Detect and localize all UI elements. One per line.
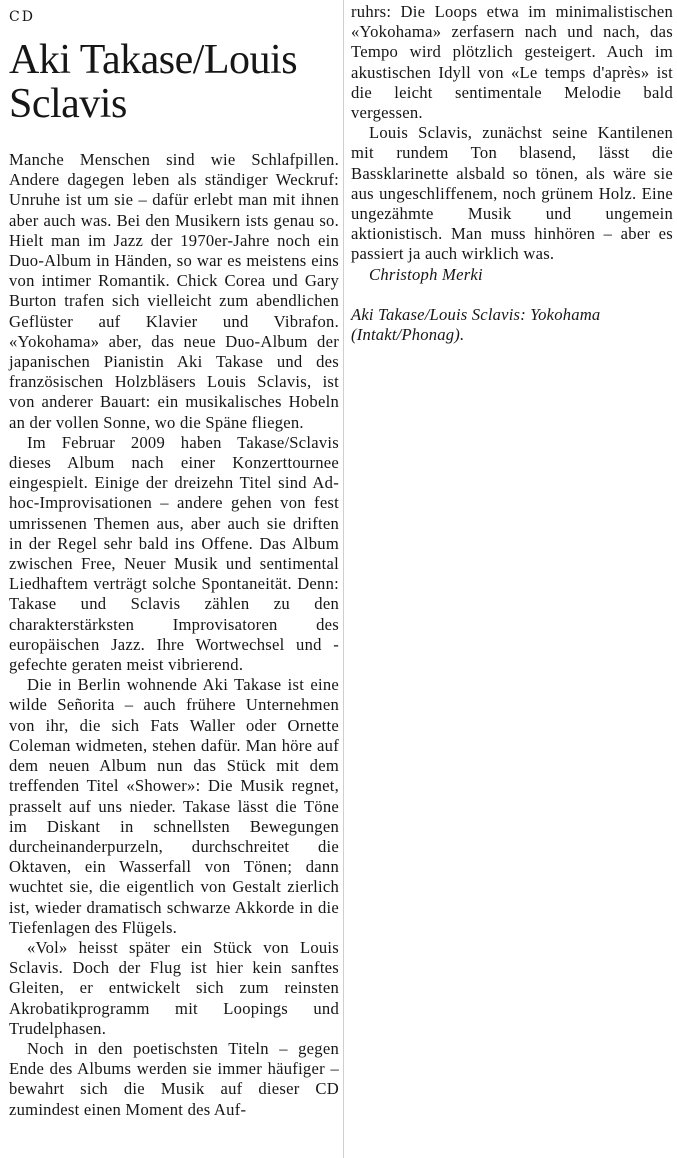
right-column [351,0,673,345]
body-paragraph: Louis Sclavis, zunächst seine Kantilenen mit rundem Ton blasend, lässt die Bassklarinette alsbald so tönen, als wäre sie aus ungeschliffenem, noch grünem Holz. Eine ungezähmte Musik und ungemein aktionistisch. Man muss hinhören – aber es passiert ja auch wirklich was. [351,123,673,264]
body-paragraph-continued: ruhrs: Die Loops etwa im minimalistischen «Yokohama» zerfasern nach und nach, das Tempo wird plötzlich gesteigert. Auch im akustischen Idyll von «Le temps d'après» ist die leicht sentimentale Melodie bald vergessen. [351,2,673,123]
article-headline: Aki Takase/Louis Sclavis [9,37,298,127]
author-byline: Christoph Merki [369,264,483,284]
album-credit [351,305,673,345]
body-paragraph: Die in Berlin wohnende Aki Takase ist eine wilde Señorita – auch frühere Unternehmen von ihr, die sich Fats Waller oder Ornette Coleman widmeten, stehen dafür. Man höre auf dem neuen Album nun das Stück mit dem treffenden Titel «Shower»: Die Musik regnet, prasselt auf uns nieder. Takase lässt die Töne im Diskant in schnellsten Bewegungen durcheinanderpurzeln, durchschreitet die Oktaven, ein Wasserfall von Tönen; dann wuchtet sie, die eigentlich von Gestalt zierlich ist, wieder dramatisch schwarze Akkorde in die Tiefenlagen des Flügels. [9,675,339,937]
body-paragraph: Manche Menschen sind wie Schlafpillen. Andere dagegen leben als ständiger Weckruf: Unruhe ist um sie – dafür erlebt man mit ihnen aber auch was. Bei den Musikern ists genau so. Hielt man im Jazz der 1970er-Jahre noch ein Duo-Album in Händen, so war es meistens eins von intimer Romantik. Chick Corea und Gary Burton trafen sich vielleicht zum abendlichen Geflüster auf Klavier und Vibrafon. «Yokohama» aber, das neue Duo-Album der japanischen Pianistin Aki Takase und des französischen Holzbläsers Louis Sclavis, ist von anderer Bauart: ein musikalisches Hobeln an der vollen Sonne, wo die Späne fliegen. [9,150,339,432]
album-credit-title: Aki Takase/Louis Sclavis: Yokohama [351,304,601,324]
body-paragraph: Noch in den poetischsten Titeln – gegen Ende des Albums werden sie immer häufiger – bewahrt sich die Musik auf dieser CD zumindest einen Moment des Auf- [9,1038,339,1119]
column-divider [343,0,344,1158]
body-paragraph: Im Februar 2009 haben Takase/Sclavis dieses Album nach einer Konzerttournee eingespielt. Einige der dreizehn Titel sind Ad-hoc-Improvisationen – andere gehen von fest umrissenen Themen aus, aber auch sie driften in der Regel sehr bald ins Offene. Das Album zwischen Free, Neuer Musik und sentimental Liedhaftem verträgt solche Spontaneität. Denn: Takase und Sclavis zählen zu den charakterstärksten Improvisatoren des europäischen Jazz. Ihre Wortwechsel und -gefechte geraten meist vibrierend. [9,432,339,675]
left-column [9,0,339,1120]
section-kicker: CD [9,9,35,25]
article-body [9,150,339,1120]
album-credit-label: (Intakt/Phonag). [351,325,465,345]
body-paragraph: «Vol» heisst später ein Stück von Louis Sclavis. Doch der Flug ist hier kein sanftes Gleiten, er entwickelt sich zum reinsten Akrobatikprogramm mit Loopings und Trudelphasen. [9,937,339,1038]
